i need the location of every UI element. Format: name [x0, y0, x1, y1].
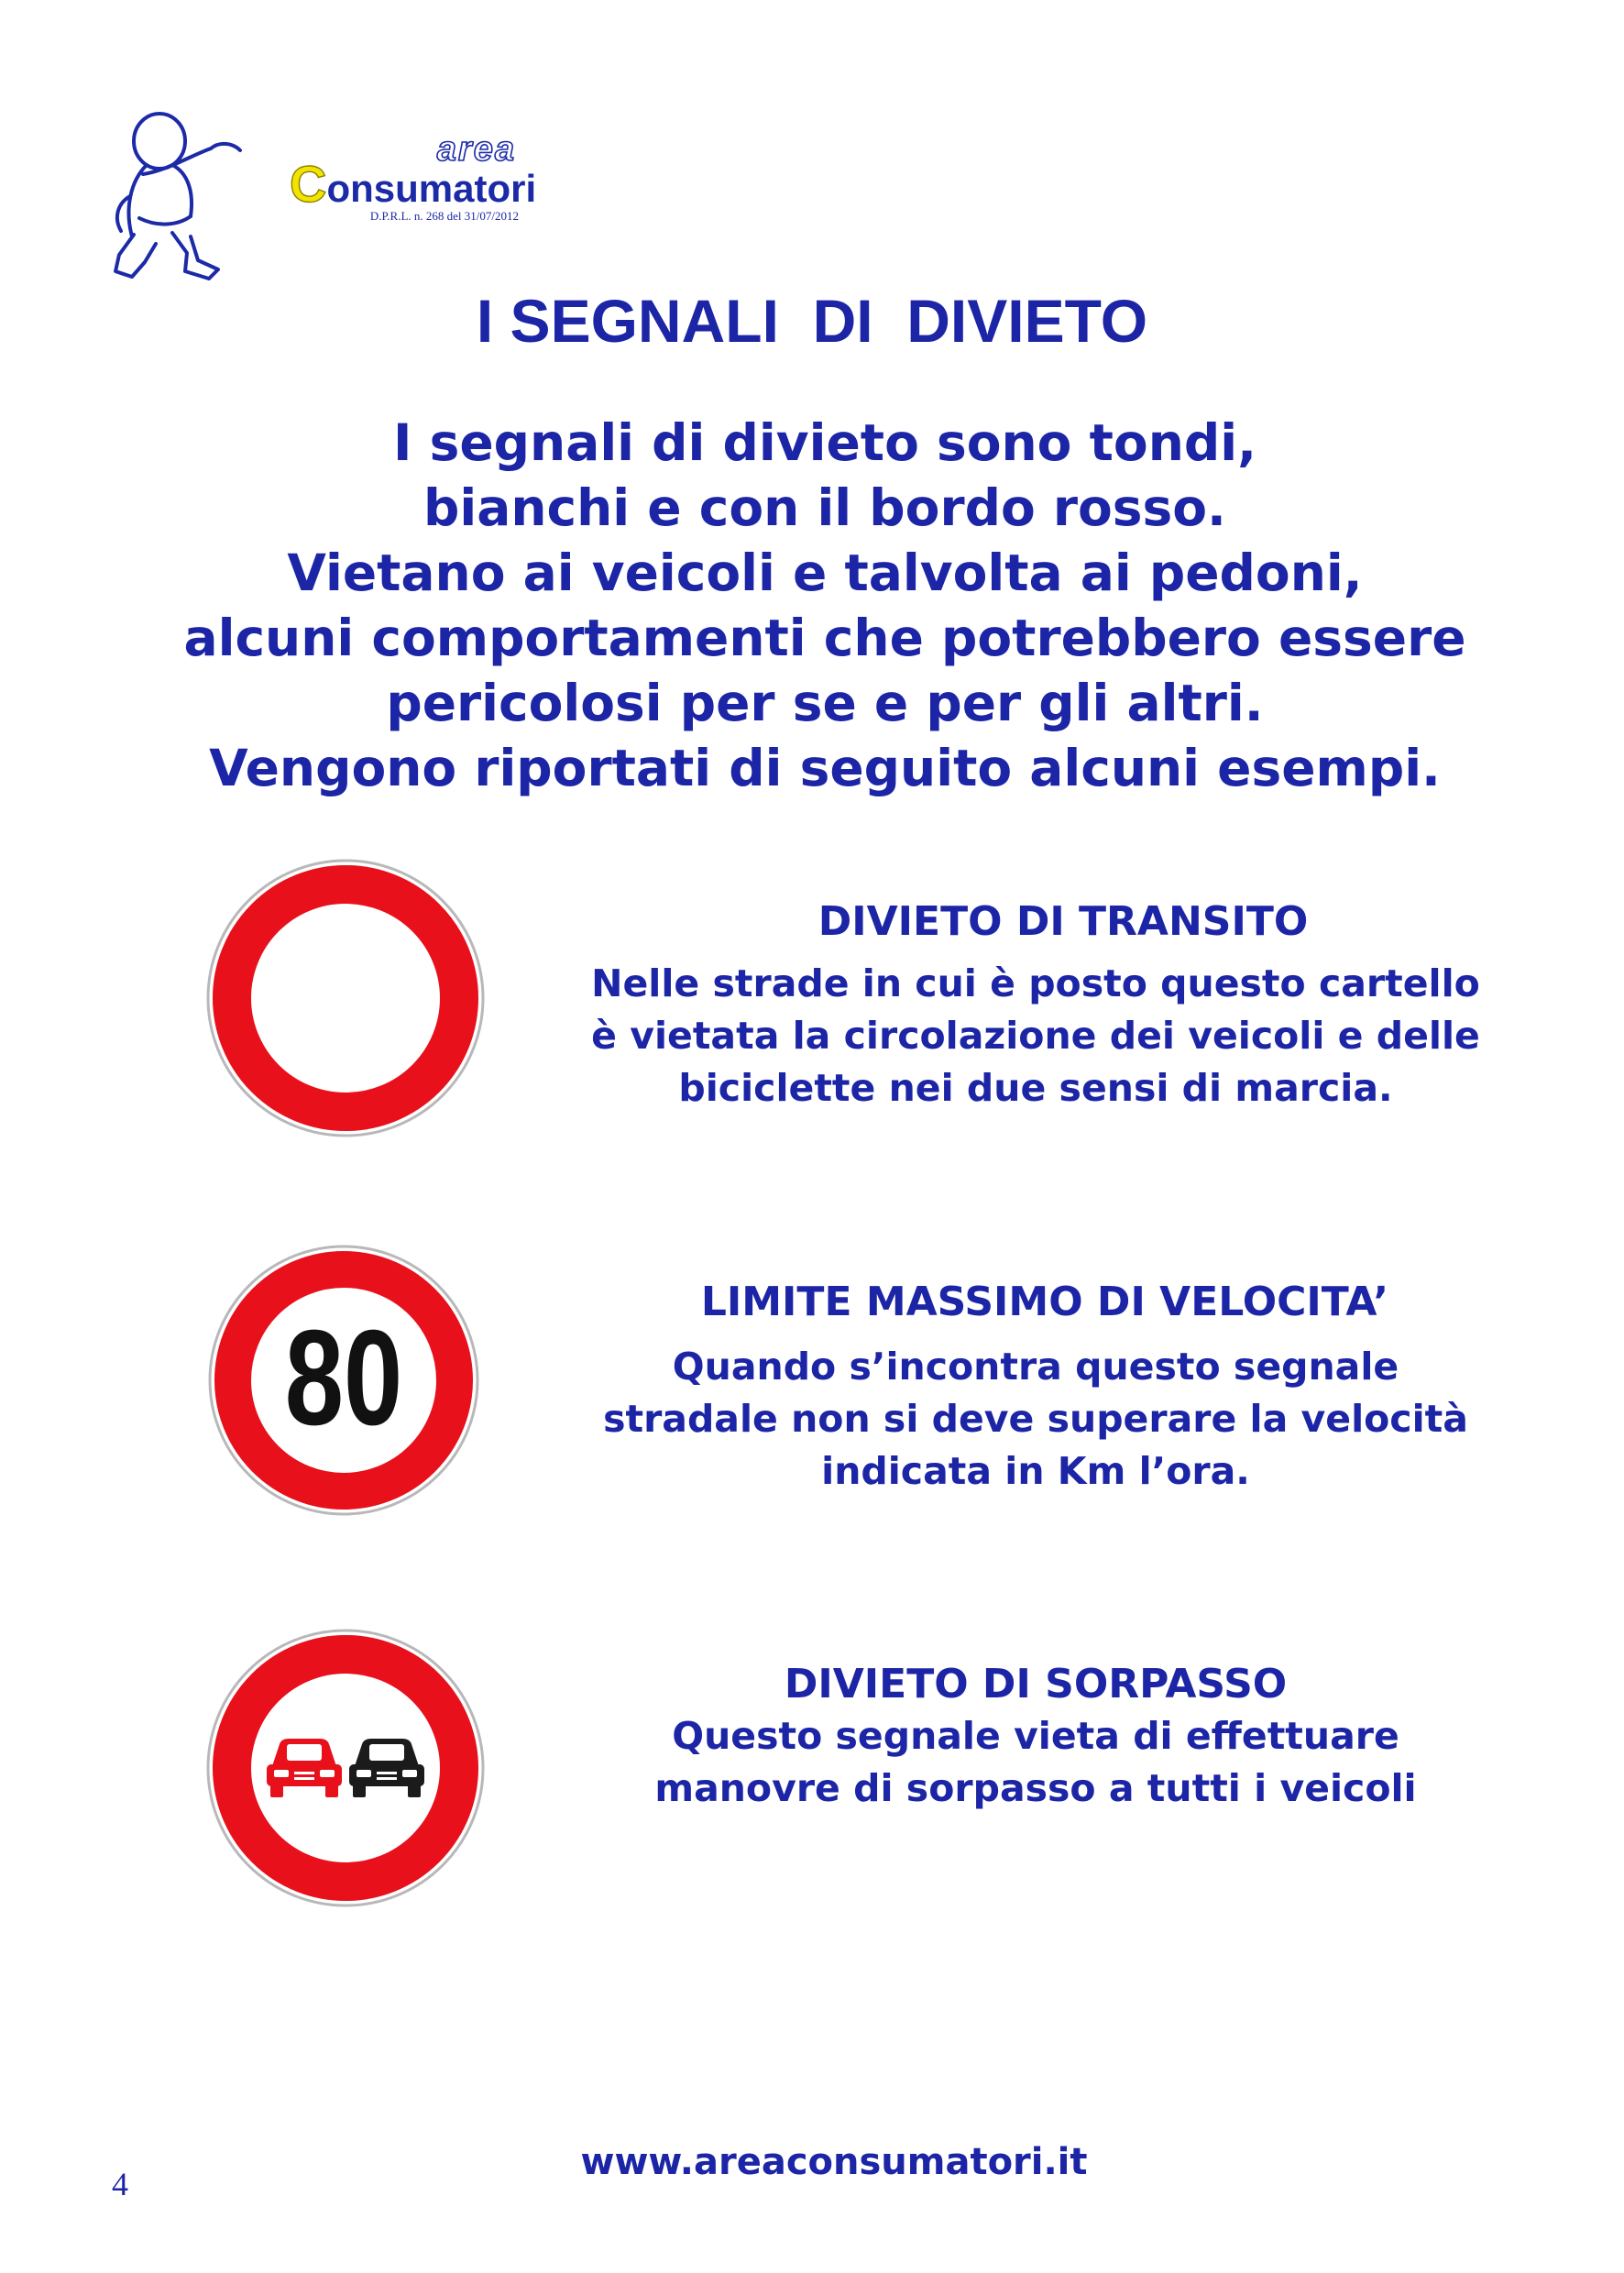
logo-word-consumatori — [290, 154, 537, 214]
footer-website-link[interactable]: www.areaconsumatori.it — [580, 2141, 1088, 2183]
description-line: è vietata la circolazione dei veicoli e delle — [591, 1014, 1480, 1058]
intro-line: bianchi e con il bordo rosso. — [423, 478, 1226, 537]
intro-line: Vietano ai veicoli e talvolta ai pedoni, — [287, 544, 1363, 602]
logo-word-rest: onsumatori — [326, 167, 537, 210]
description-line: Quando s’incontra questo segnale — [672, 1345, 1399, 1389]
no-overtaking-sign-icon — [204, 1627, 487, 1909]
area-consumatori-logo — [103, 108, 537, 291]
no-transit-sign-icon — [204, 857, 487, 1139]
description-line: biciclette nei due sensi di marcia. — [678, 1066, 1393, 1110]
page-title: I SEGNALI DI DIVIETO — [476, 287, 1148, 355]
intro-line: Vengono riportati di seguito alcuni esempi. — [209, 739, 1441, 797]
sign-description-speed-limit — [577, 1341, 1494, 1498]
description-line: stradale non si deve superare la velocità — [603, 1397, 1468, 1441]
intro-line: I segnali di divieto sono tondi, — [393, 413, 1256, 472]
description-line: Nelle strade in cui è posto questo cartello — [591, 961, 1480, 1005]
speed-limit-sign-icon — [206, 1243, 481, 1518]
intro-line: pericolosi per se e per gli altri. — [386, 674, 1264, 732]
speed-limit-value: 80 — [284, 1302, 403, 1455]
intro-line: alcuni comportamenti che potrebbero essere — [183, 609, 1466, 667]
sign-description-no-transit — [577, 958, 1494, 1115]
sign-description-no-overtaking — [577, 1710, 1494, 1815]
description-line: manovre di sorpasso a tutti i veicoli — [654, 1766, 1417, 1810]
sign-title-no-overtaking: DIVIETO DI SORPASSO — [784, 1661, 1288, 1707]
sign-title-no-transit: DIVIETO DI TRANSITO — [817, 898, 1309, 945]
page-number: 4 — [112, 2166, 128, 2202]
logo-word-area: area — [436, 130, 516, 169]
logo-capital-c: C — [290, 155, 327, 213]
logo-registration: D.P.R.L. n. 268 del 31/07/2012 — [369, 209, 519, 223]
description-line: indicata in Km l’ora. — [821, 1449, 1250, 1493]
sign-title-speed-limit: LIMITE MASSIMO DI VELOCITA’ — [700, 1279, 1389, 1325]
mascot-figure-icon — [103, 108, 313, 291]
intro-paragraph — [137, 411, 1512, 801]
description-line: Questo segnale vieta di effettuare — [672, 1714, 1399, 1758]
